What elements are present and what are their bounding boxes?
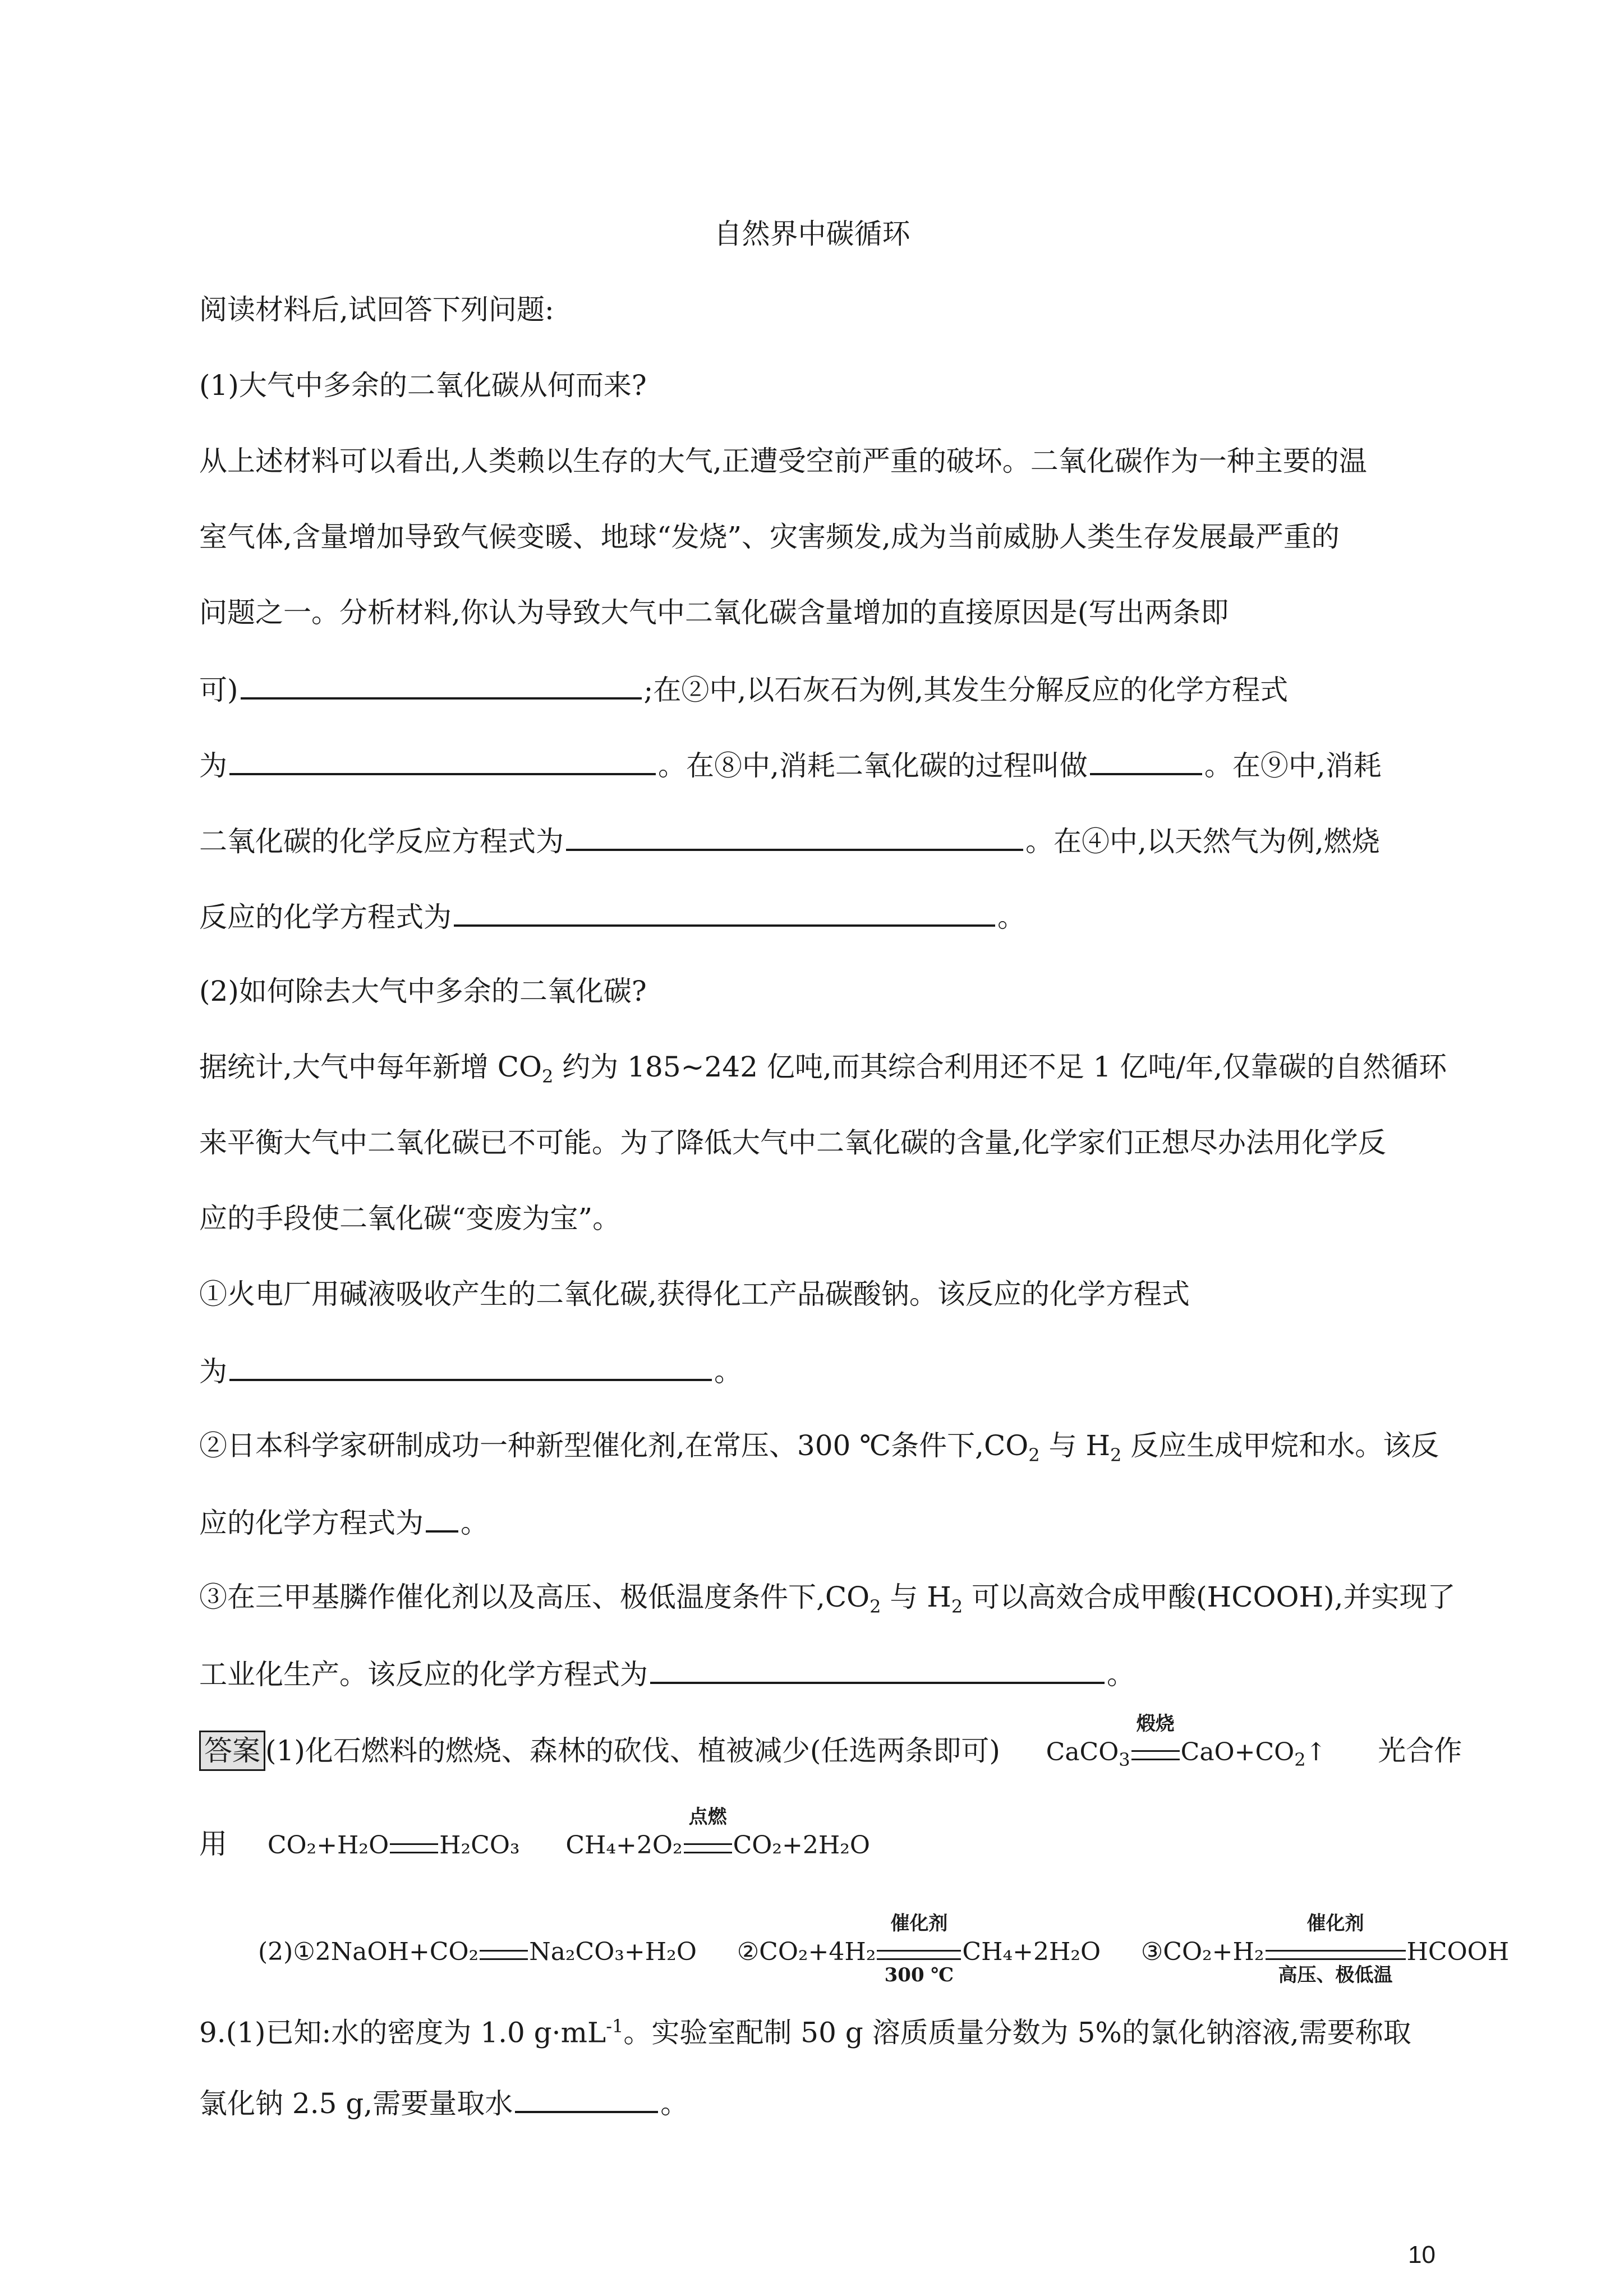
text-fragment: 据统计,大气中每年新增 CO [199,1051,542,1083]
text-fragment: ②日本科学家研制成功一种新型催化剂,在常压、300 ℃条件下,CO [199,1429,1029,1462]
text-fragment: ②CO₂+4H₂ [737,1938,876,1966]
text-fragment: ③在三甲基膦作催化剂以及高压、极低温度条件下,CO [199,1581,870,1613]
q2-sub-question: ①火电厂用碱液吸收产生的二氧化碳,获得化工产品碳酸钠。该反应的化学方程式 [199,1278,1190,1310]
equation [258,1938,697,1966]
reaction-condition [684,1806,732,1853]
text-fragment: 氯化钠 2.5 g,需要量取水 [199,2087,513,2120]
text-fragment: 。 [1107,1658,1135,1691]
reaction-condition [877,1912,961,1986]
answer-blank[interactable] [515,2084,658,2113]
text-fragment: HCOOH [1406,1938,1510,1966]
text-fragment: ;在②中,以石灰石为例,其发生分解反应的化学方程式 [643,674,1289,706]
text-fragment: 。在⑨中,消耗 [1204,749,1382,782]
condition-label: 煅烧 [1136,1713,1175,1735]
text-fragment: 。实验室配制 50 g 溶质质量分数为 5%的氯化钠溶液,需要称取 [623,2016,1411,2049]
q2-sub-question [199,1352,742,1389]
equation [737,1912,1101,1986]
equation [1046,1713,1327,1770]
answer-line [258,1912,1510,1986]
q9-line [199,2008,1411,2051]
text-fragment: 反应的化学方程式为 [199,901,452,933]
section-title: 自然界中碳循环 [714,218,910,250]
subscript: 2 [1028,1444,1040,1466]
q1-paragraph-line [199,898,1025,935]
equation [565,1806,870,1860]
answer-tag: 答案 [199,1731,265,1771]
condition-label: 催化剂 [1306,1912,1364,1935]
intro-text: 阅读材料后,试回答下列问题: [199,293,554,326]
equation [1140,1912,1510,1986]
q2-paragraph-line: 来平衡大气中二氧化碳已不可能。为了降低大气中二氧化碳的含量,化学家们正想尽办法用化学反 [199,1126,1386,1159]
text-fragment: CaCO [1046,1738,1119,1766]
subscript: 3 [1119,1749,1130,1770]
q2-sub-question [199,1655,1135,1692]
q1-paragraph-line [199,822,1380,859]
text-fragment: Na₂CO₃+H₂O [529,1938,697,1966]
text-fragment: H₂CO₃ [439,1831,520,1860]
text-fragment: 约为 185~242 亿吨,而其综合利用还不足 1 亿吨/年,仅靠碳的自然循环 [553,1051,1447,1083]
text-fragment: 为 [199,749,227,782]
text-fragment: 光合作 [1378,1734,1462,1767]
subscript: 2 [869,1596,881,1617]
subscript: 2 [542,1066,554,1087]
text-fragment: 。 [714,1355,742,1388]
answer-blank[interactable] [454,898,995,927]
text-fragment: 二氧化碳的化学反应方程式为 [199,825,564,858]
answer-blank[interactable] [229,1352,712,1381]
equation [268,1831,520,1860]
text-fragment: CO₂+2H₂O [733,1831,870,1860]
reaction-condition [1131,1713,1180,1760]
text-fragment: 为 [199,1355,227,1388]
answer-blank[interactable] [229,746,656,775]
q1-heading: (1)大气中多余的二氧化碳从何而来? [199,369,647,402]
answer-blank[interactable] [650,1655,1105,1684]
text-fragment: CH₄+2O₂ [565,1831,683,1860]
text-fragment: 9.(1)已知:水的密度为 1.0 g·mL [199,2016,606,2049]
subscript: 2 [951,1596,963,1617]
text-fragment: 反应生成甲烷和水。该反 [1121,1429,1439,1462]
subscript: 2 [1110,1444,1122,1466]
q2-sub-question [199,1503,489,1541]
reaction-condition [1266,1912,1406,1986]
equals-sign [480,1942,528,1960]
q2-heading: (2)如何除去大气中多余的二氧化碳? [199,975,647,1007]
text-fragment: CaO+CO [1180,1738,1295,1766]
text-fragment: 可以高效合成甲酸(HCOOH),并实现了 [963,1581,1456,1613]
text-fragment: 。 [461,1507,489,1539]
text-fragment: 。在④中,以天然气为例,燃烧 [1025,825,1380,858]
text-fragment: 。 [997,901,1025,933]
answer-blank[interactable] [241,670,642,700]
condition-label: 300 ℃ [884,1964,954,1986]
equals-sign [390,1835,438,1853]
text-fragment: 。在⑧中,消耗二氧化碳的过程叫做 [658,749,1088,782]
q2-paragraph-line [199,1049,1447,1094]
answer-blank[interactable] [566,822,1023,851]
text-fragment: CO₂+H₂O [267,1831,389,1860]
text-fragment: 与 H [881,1581,951,1613]
answer-line [199,1713,1462,1778]
text-fragment: 。 [660,2087,689,2120]
q1-paragraph-line: 室气体,含量增加导致气候变暖、地球“发烧”、灾害频发,成为当前威胁人类生存发展最严重的 [199,521,1340,553]
q1-paragraph-line [199,670,1288,708]
superscript: -1 [606,2016,624,2037]
q2-paragraph-line: 应的手段使二氧化碳“变废为宝”。 [199,1202,621,1235]
text-fragment: ③CO₂+H₂ [1140,1938,1264,1966]
q1-paragraph-line [199,746,1382,784]
answer-blank[interactable] [426,1503,458,1533]
answer-line [199,1806,870,1864]
q1-paragraph-line: 从上述材料可以看出,人类赖以生存的大气,正遭受空前严重的破坏。二氧化碳作为一种主要的温 [199,445,1367,477]
condition-label: 点燃 [688,1806,727,1828]
text-fragment: 用 [199,1828,227,1860]
text-fragment: 应的化学方程式为 [199,1507,424,1539]
condition-label: 高压、极低温 [1278,1964,1393,1986]
page-number: 10 [1408,2241,1436,2269]
q1-paragraph-line: 问题之一。分析材料,你认为导致大气中二氧化碳含量增加的直接原因是(写出两条即 [199,596,1229,629]
text-fragment: (2)①2NaOH+CO₂ [258,1938,479,1966]
condition-label: 催化剂 [890,1912,948,1935]
text-fragment: CH₄+2H₂O [962,1938,1101,1966]
text-fragment: 工业化生产。该反应的化学方程式为 [199,1658,648,1691]
answer-blank[interactable] [1090,746,1202,775]
q2-sub-question [199,1428,1439,1473]
subscript: 2 [1294,1749,1306,1770]
text-fragment: 与 H [1039,1429,1111,1462]
text-fragment: (1)化石燃料的燃烧、森林的砍伐、植被减少(任选两条即可) [265,1734,1000,1767]
gas-arrow-icon: ↑ [1305,1738,1327,1766]
q2-sub-question [199,1579,1456,1625]
text-fragment: 可) [199,674,238,706]
q9-line [199,2084,688,2122]
